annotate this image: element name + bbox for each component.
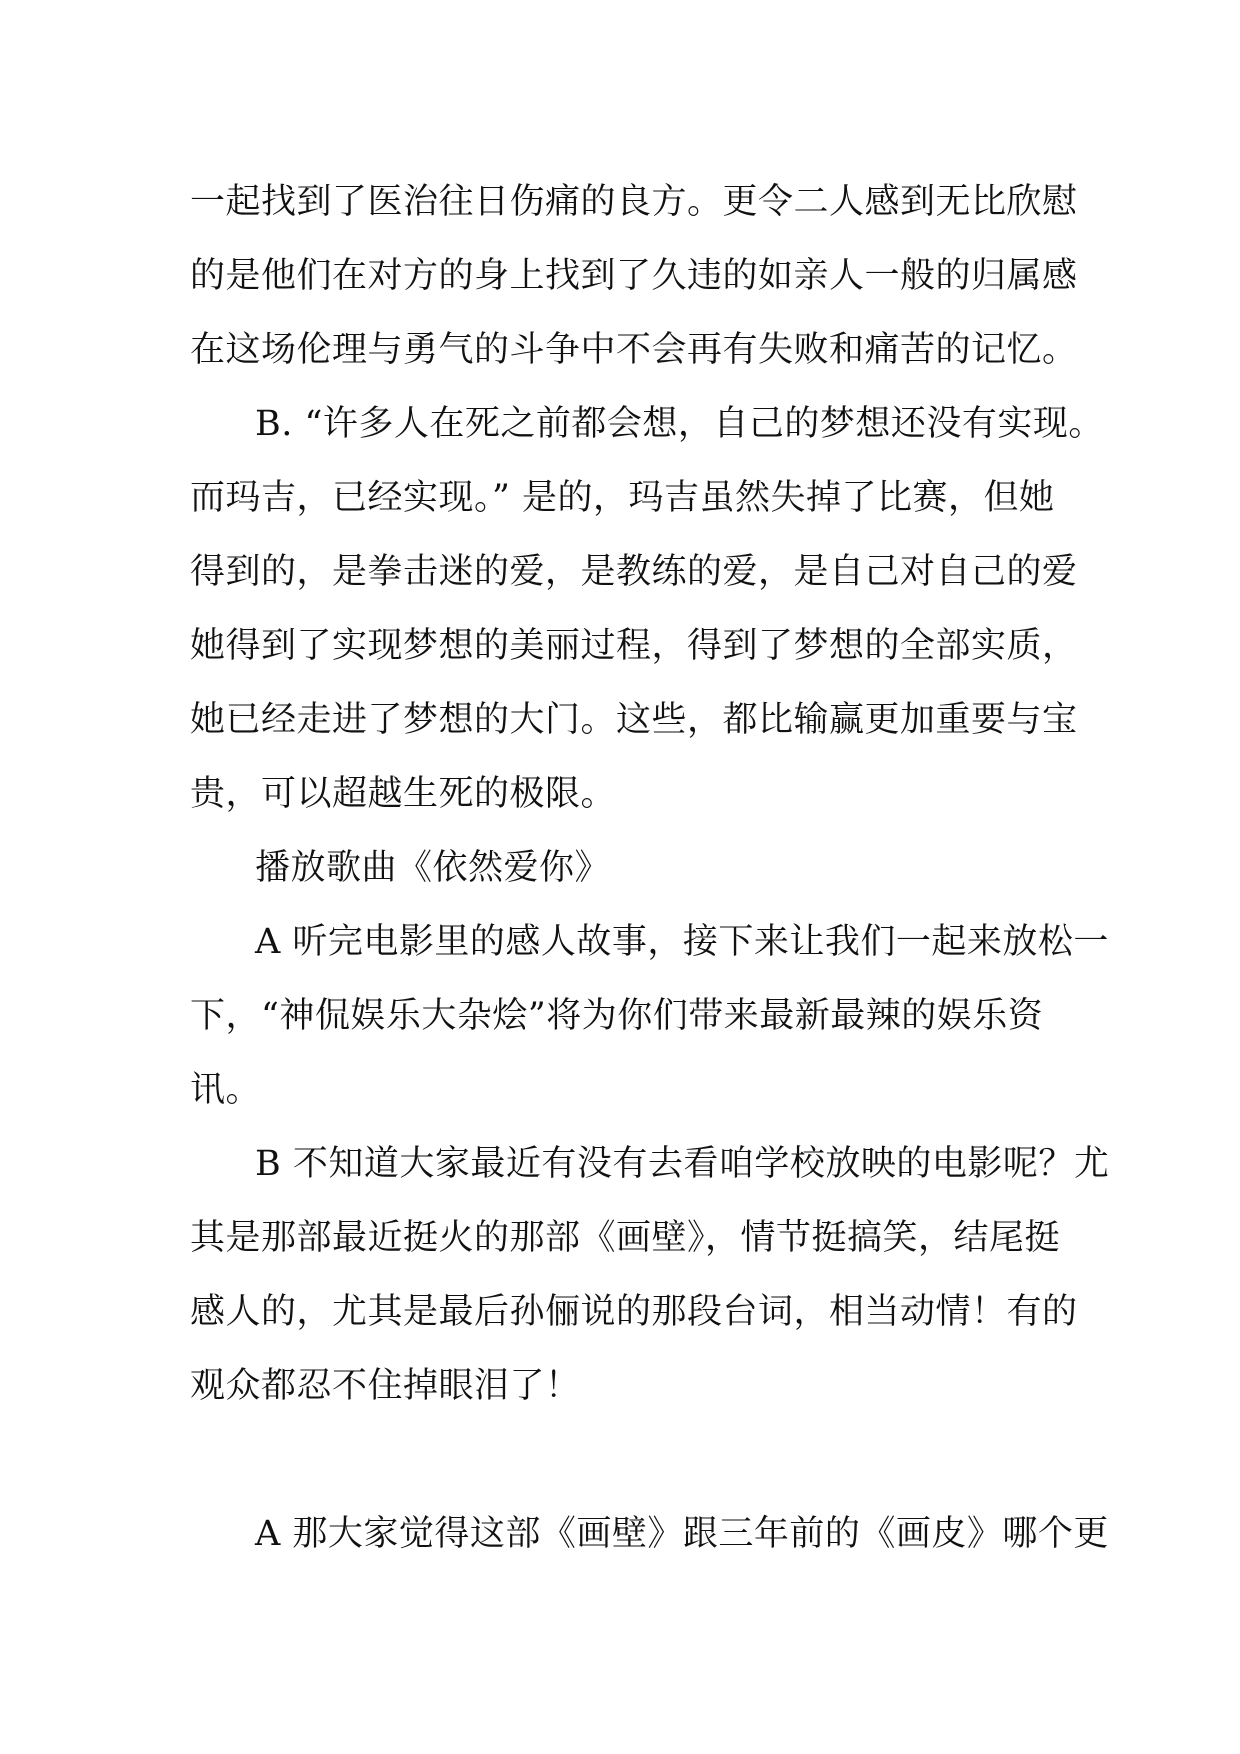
text-line: 一起找到了医治往日伤痛的良方。更令二人感到无比欣慰 (190, 182, 1078, 222)
text-line: B. “许多人在死之前都会想，自己的梦想还没有实现。 (255, 404, 1104, 444)
text-line: 讯。 (190, 1070, 262, 1110)
text-line: 观众都忍不住掉眼泪了！ (190, 1366, 581, 1406)
text-line: 贵，可以超越生死的极限。 (190, 774, 617, 814)
text-line: 她得到了实现梦想的美丽过程，得到了梦想的全部实质， (190, 626, 1078, 666)
text-line: A 那大家觉得这部《画壁》跟三年前的《画皮》哪个更 (255, 1514, 1109, 1554)
text-line: 的是他们在对方的身上找到了久违的如亲人一般的归属感 (190, 256, 1078, 296)
text-line: 得到的，是拳击迷的爱，是教练的爱，是自己对自己的爱 (190, 552, 1078, 592)
text-line: 播放歌曲《依然爱你》 (255, 848, 611, 888)
text-line: 她已经走进了梦想的大门。这些，都比输赢更加重要与宝 (190, 700, 1078, 740)
text-line: A 听完电影里的感人故事，接下来让我们一起来放松一 (255, 922, 1109, 962)
text-line: 下，“神侃娱乐大杂烩”将为你们带来最新最辣的娱乐资 (190, 996, 1044, 1036)
text-line: 而玛吉，已经实现。” 是的，玛吉虽然失掉了比赛，但她 (190, 478, 1055, 518)
text-line: 感人的，尤其是最后孙俪说的那段台词，相当动情！有的 (190, 1292, 1078, 1332)
text-line: 在这场伦理与勇气的斗争中不会再有失败和痛苦的记忆。 (190, 330, 1078, 370)
text-line: B 不知道大家最近有没有去看咱学校放映的电影呢？尤 (255, 1144, 1110, 1184)
text-line: 其是那部最近挺火的那部《画壁》，情节挺搞笑，结尾挺 (190, 1218, 1061, 1258)
